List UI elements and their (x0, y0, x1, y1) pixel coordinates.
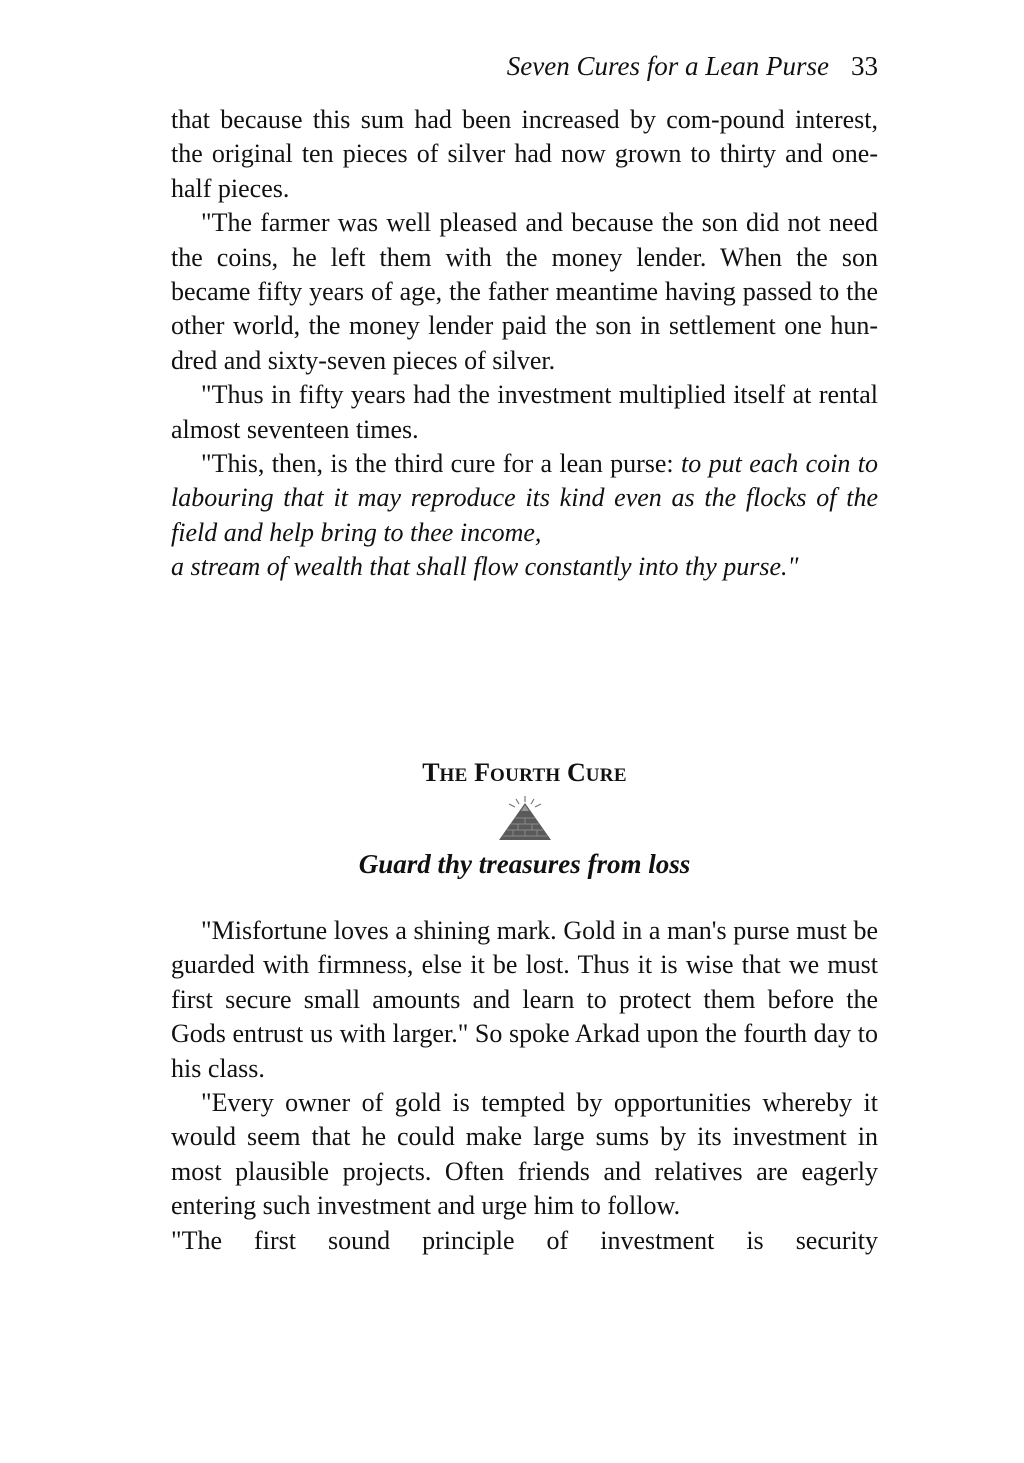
running-header (507, 50, 878, 82)
heading-letter: C (567, 758, 586, 787)
paragraph: "Thus in fifty years had the investment multiplied itself at rental almost seventeen times. (171, 380, 878, 444)
third-cure-lead: "This, then, is the third cure for a lean purse: (201, 449, 681, 479)
page-number: 33 (851, 51, 878, 81)
paragraph: that because this sum had been increased by com-pound interest, the original ten pieces of silver had now grown to thirty and one-half pieces. (171, 105, 878, 203)
heading-smallcaps: URE (585, 765, 627, 786)
section-subtitle: Guard thy treasures from loss (358, 849, 691, 879)
pyramid-icon (496, 794, 554, 844)
paragraph-third-cure (171, 447, 878, 550)
running-header-title: Seven Cures for a Lean Purse (506, 51, 829, 81)
paragraph: "Misfortune loves a shining mark. Gold in a man's purse must be guarded with firmness, else it be lost. Thus it is wise that we must first secure small amounts and learn to protect them before the Gods entrust us with larger." So spoke Arkad upon the fourth day to his class. (171, 916, 878, 1083)
heading-smallcaps: HE (439, 765, 468, 786)
heading-letter: F (474, 758, 490, 787)
paragraph: "The farmer was well pleased and because the son did not need the coins, he left them with the money lender. When the son became fifty years of age, the father meantime having passed to the other world, the money lender paid the son in settlement one hun-dred and sixty-seven pieces of silver. (171, 208, 878, 375)
third-cure-rule-continuation: a stream of wealth that shall flow constantly into thy purse." (171, 552, 799, 582)
section-heading (171, 758, 878, 791)
text-block-top (171, 103, 878, 585)
text-block-bottom (171, 914, 878, 1258)
paragraph: "The first sound principle of investment is security (171, 1225, 878, 1255)
paragraph: "Every owner of gold is tempted by opportunities whereby it would seem that he could make large sums by its investment in most plausible projects. Often friends and relatives are eagerly entering such investment and urge him to follow. (171, 1088, 878, 1221)
heading-letter: T (422, 758, 440, 787)
third-cure-rule: to put each coin to labouring that it may reproduce its kind even as the flocks of the field and help bring to thee income, (171, 449, 879, 547)
heading-smallcaps: OURTH (489, 765, 561, 786)
